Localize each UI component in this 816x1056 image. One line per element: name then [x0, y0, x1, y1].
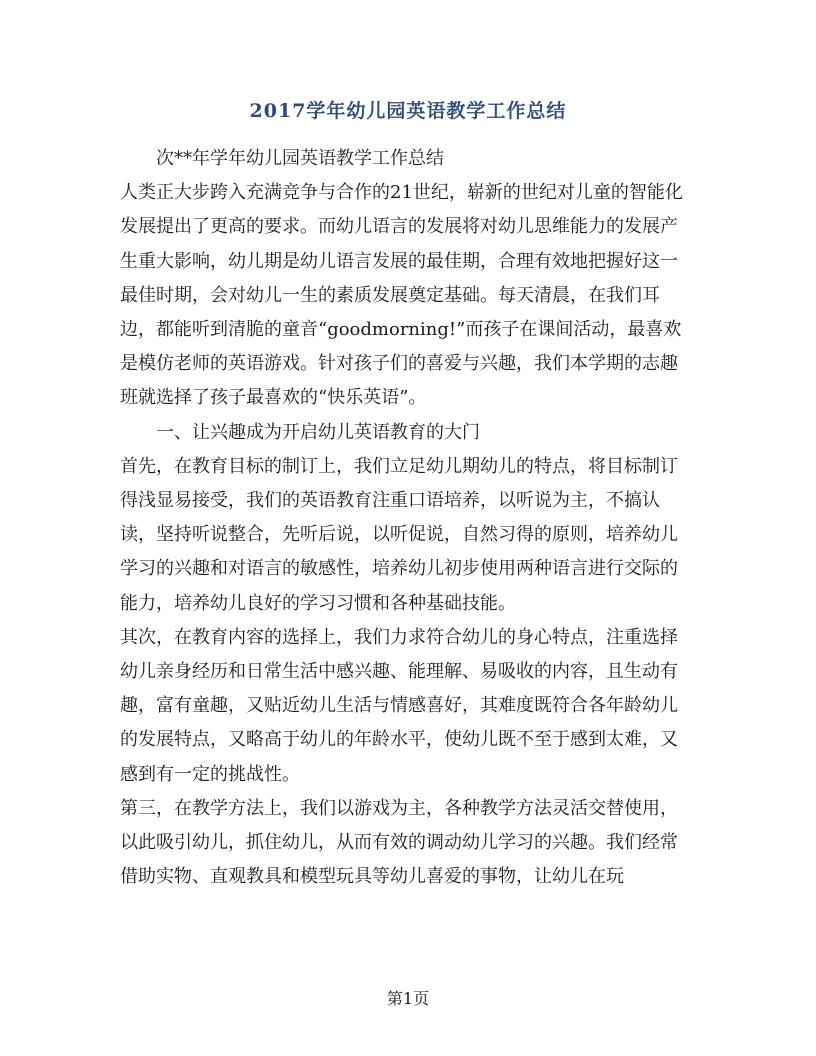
paragraph: 第三，在教学方法上，我们以游戏为主，各种教学方法灵活交替使用，以此吸引幼儿，抓住幼儿，从而有效的调动幼儿学习的兴趣。我们经常借助实物、直观教具和模型玩具等幼儿喜爱的事物，让幼儿在玩	[120, 797, 678, 888]
document-subtitle: 次**年学年幼儿园英语教学工作总结	[156, 148, 444, 169]
document-body	[120, 142, 690, 894]
paragraph: 人类正大步跨入充满竞争与合作的21世纪，崭新的世纪对儿童的智能化发展提出了更高的要求。而幼儿语言的发展将对幼儿思维能力的发展产生重大影响，幼儿期是幼儿语言发展的最佳期，合理有效地把握好这一最佳时期，会对幼儿一生的素质发展奠定基础。每天清晨，在我们耳边，都能听到清脆的童音“goodmorning!”而孩子在课间活动，最喜欢是模仿老师的英语游戏。针对孩子们的喜爱与兴趣，我们本学期的志趣班就选择了孩子最喜欢的“快乐英语”。	[120, 182, 683, 409]
document-title: 2017学年幼儿园英语教学工作总结	[249, 100, 567, 122]
paragraph: 其次，在教育内容的选择上，我们力求符合幼儿的身心特点，注重选择幼儿亲身经历和日常生活中感兴趣、能理解、易吸收的内容，且生动有趣，富有童趣，又贴近幼儿生活与情感喜好，其难度既符合各年龄幼儿的发展特点，又略高于幼儿的年龄水平，使幼儿既不至于感到太难，又感到有一定的挑战性。	[120, 626, 678, 785]
section-heading: 一、让兴趣成为开启幼儿英语教育的大门	[156, 421, 480, 443]
paragraph: 首先，在教育目标的制订上，我们立足幼儿期幼儿的特点，将目标制订得浅显易接受，我们的英语教育注重口语培养，以听说为主，不搞认读，坚持听说整合，先听后说，以听促说，自然习得的原则，培养幼儿学习的兴趣和对语言的敏感性，培养幼儿初步使用两种语言进行交际的能力，培养幼儿良好的学习习惯和各种基础技能。	[120, 455, 678, 614]
page-number: 第1页	[386, 989, 430, 1008]
